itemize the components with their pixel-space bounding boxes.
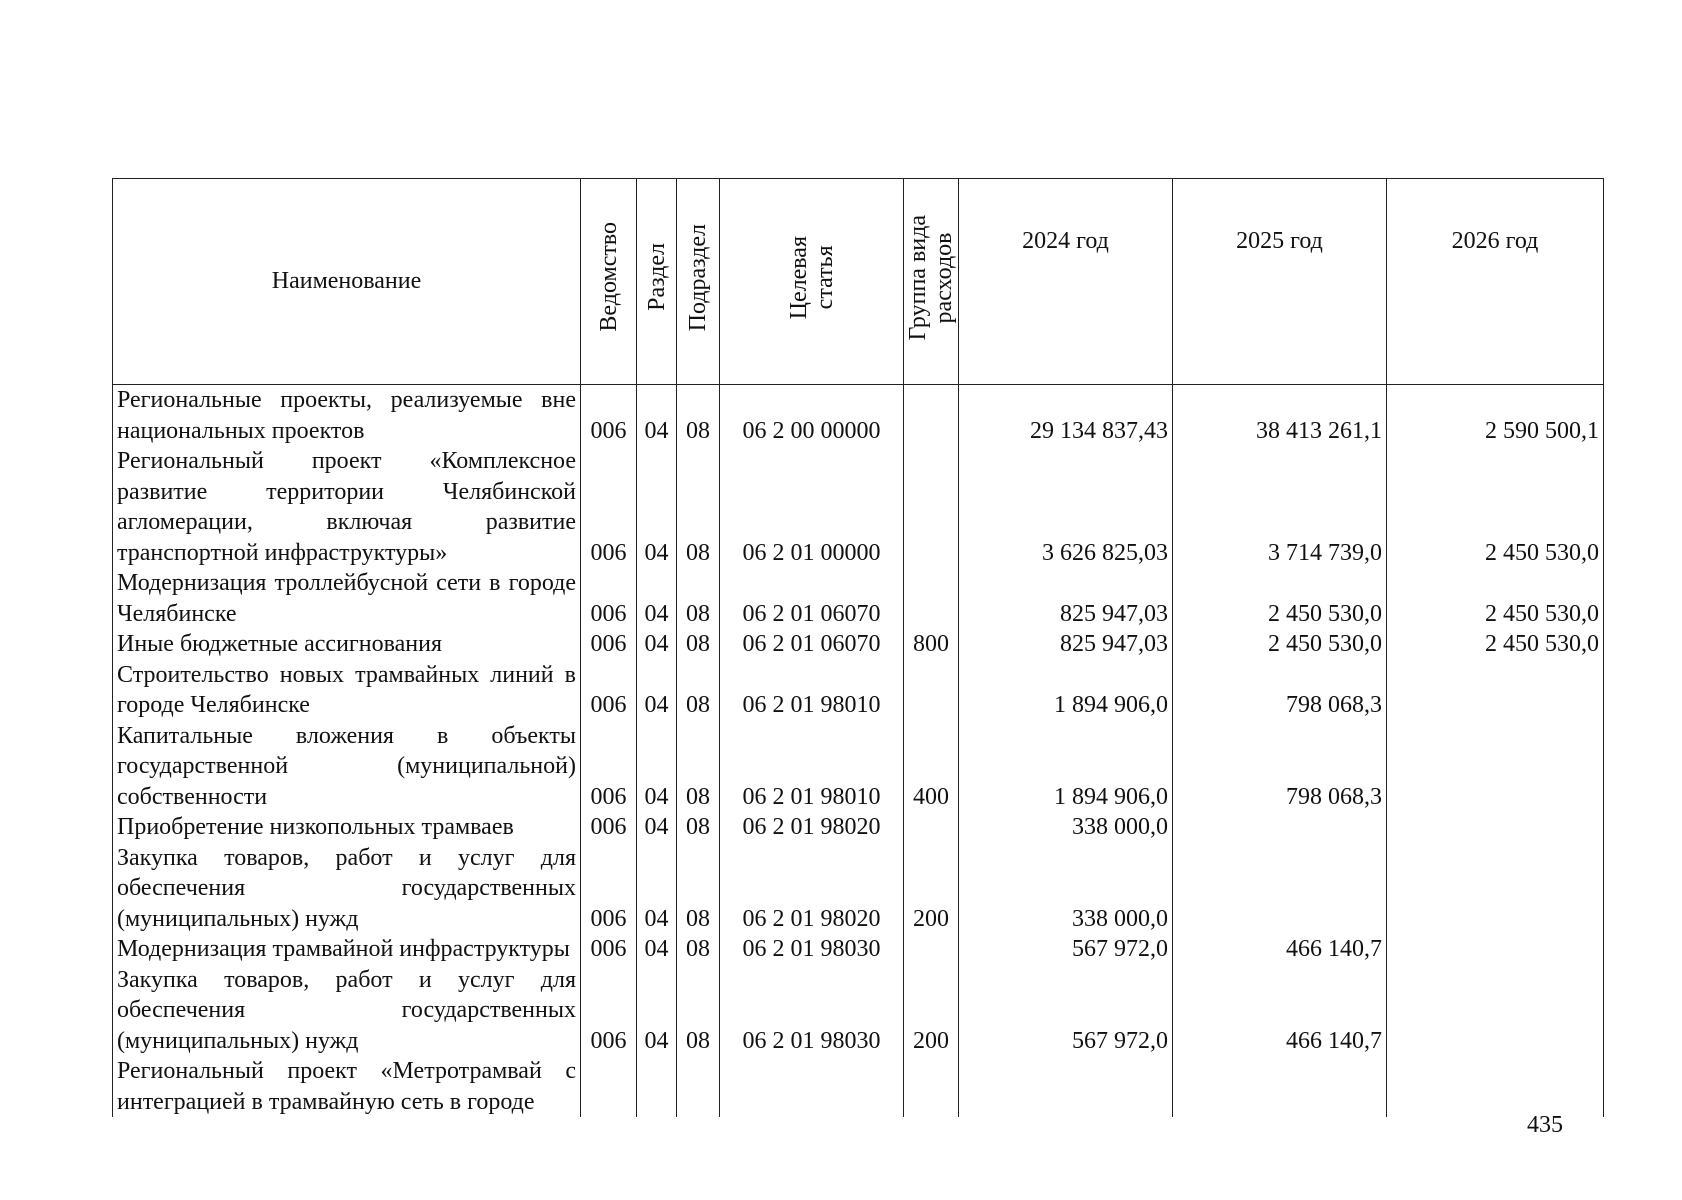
cell-section: 04 xyxy=(637,568,677,629)
table-row xyxy=(113,446,1604,568)
cell-2025 xyxy=(1173,1056,1387,1117)
cell-subsection: 08 xyxy=(677,568,720,629)
cell-name: Модернизация трамвайной инфраструктуры xyxy=(113,934,581,965)
cell-section xyxy=(637,1056,677,1117)
cell-2024: 1 894 906,0 xyxy=(959,660,1173,721)
header-section: Раздел xyxy=(637,179,677,385)
cell-section: 04 xyxy=(637,812,677,843)
cell-subsection xyxy=(677,1056,720,1117)
cell-expense-group: 800 xyxy=(904,629,959,660)
cell-2024 xyxy=(959,1056,1173,1117)
table-header-row xyxy=(113,179,1604,385)
cell-name: Региональный проект «Комплексное развитие территории Челябинской агломерации, включая развитие транспортной инфраструктуры» xyxy=(113,446,581,568)
cell-section: 04 xyxy=(637,934,677,965)
cell-2024: 3 626 825,03 xyxy=(959,446,1173,568)
cell-2026 xyxy=(1387,660,1604,721)
table-row xyxy=(113,721,1604,813)
cell-dept: 006 xyxy=(581,385,637,447)
header-2024: 2024 год xyxy=(959,179,1173,385)
cell-name: Региональные проекты, реализуемые вне национальных проектов xyxy=(113,385,581,447)
cell-name: Закупка товаров, работ и услуг для обеспечения государственных (муниципальных) нужд xyxy=(113,965,581,1057)
cell-target: 06 2 01 98010 xyxy=(720,721,904,813)
cell-target: 06 2 01 06070 xyxy=(720,629,904,660)
cell-section: 04 xyxy=(637,660,677,721)
header-target: Целевая статья xyxy=(720,179,904,385)
cell-2025: 798 068,3 xyxy=(1173,721,1387,813)
table-row xyxy=(113,812,1604,843)
cell-expense-group: 200 xyxy=(904,843,959,935)
cell-2026 xyxy=(1387,812,1604,843)
cell-section: 04 xyxy=(637,446,677,568)
header-expense-group: Группа вида расходов xyxy=(904,179,959,385)
cell-dept: 006 xyxy=(581,446,637,568)
cell-expense-group xyxy=(904,934,959,965)
cell-2024: 825 947,03 xyxy=(959,629,1173,660)
cell-2026 xyxy=(1387,965,1604,1057)
budget-table xyxy=(112,178,1604,1117)
cell-2024: 1 894 906,0 xyxy=(959,721,1173,813)
cell-2025 xyxy=(1173,812,1387,843)
cell-dept: 006 xyxy=(581,629,637,660)
header-dept: Ведомство xyxy=(581,179,637,385)
cell-section: 04 xyxy=(637,965,677,1057)
cell-expense-group xyxy=(904,660,959,721)
cell-target: 06 2 01 06070 xyxy=(720,568,904,629)
cell-target: 06 2 01 98030 xyxy=(720,934,904,965)
cell-2025: 798 068,3 xyxy=(1173,660,1387,721)
cell-expense-group xyxy=(904,568,959,629)
table-row xyxy=(113,629,1604,660)
cell-expense-group: 200 xyxy=(904,965,959,1057)
cell-subsection: 08 xyxy=(677,812,720,843)
cell-dept: 006 xyxy=(581,660,637,721)
cell-subsection: 08 xyxy=(677,446,720,568)
cell-section: 04 xyxy=(637,385,677,447)
cell-2025: 38 413 261,1 xyxy=(1173,385,1387,447)
cell-dept: 006 xyxy=(581,721,637,813)
cell-subsection: 08 xyxy=(677,660,720,721)
header-2026: 2026 год xyxy=(1387,179,1604,385)
cell-target: 06 2 01 98020 xyxy=(720,812,904,843)
page-number: 435 xyxy=(1527,1112,1563,1138)
cell-2025: 2 450 530,0 xyxy=(1173,568,1387,629)
table-row xyxy=(113,965,1604,1057)
cell-subsection: 08 xyxy=(677,965,720,1057)
cell-target: 06 2 01 98020 xyxy=(720,843,904,935)
cell-dept xyxy=(581,1056,637,1117)
cell-2024: 29 134 837,43 xyxy=(959,385,1173,447)
cell-2025: 466 140,7 xyxy=(1173,934,1387,965)
cell-dept: 006 xyxy=(581,812,637,843)
cell-2024: 567 972,0 xyxy=(959,965,1173,1057)
cell-2026: 2 450 530,0 xyxy=(1387,629,1604,660)
cell-subsection: 08 xyxy=(677,934,720,965)
cell-section: 04 xyxy=(637,843,677,935)
cell-2025: 3 714 739,0 xyxy=(1173,446,1387,568)
table-row xyxy=(113,385,1604,447)
cell-2024: 338 000,0 xyxy=(959,843,1173,935)
cell-2026: 2 450 530,0 xyxy=(1387,568,1604,629)
cell-2026 xyxy=(1387,934,1604,965)
cell-target xyxy=(720,1056,904,1117)
cell-2026: 2 450 530,0 xyxy=(1387,446,1604,568)
cell-2025: 466 140,7 xyxy=(1173,965,1387,1057)
cell-expense-group: 400 xyxy=(904,721,959,813)
cell-subsection: 08 xyxy=(677,843,720,935)
cell-dept: 006 xyxy=(581,843,637,935)
cell-name: Закупка товаров, работ и услуг для обеспечения государственных (муниципальных) нужд xyxy=(113,843,581,935)
table-row xyxy=(113,568,1604,629)
header-subsection: Подраздел xyxy=(677,179,720,385)
cell-expense-group xyxy=(904,385,959,447)
cell-expense-group xyxy=(904,446,959,568)
cell-subsection: 08 xyxy=(677,721,720,813)
cell-name: Региональный проект «Метротрамвай с интеграцией в трамвайную сеть в городе xyxy=(113,1056,581,1117)
cell-subsection: 08 xyxy=(677,629,720,660)
cell-2025: 2 450 530,0 xyxy=(1173,629,1387,660)
cell-2024: 338 000,0 xyxy=(959,812,1173,843)
header-2025: 2025 год xyxy=(1173,179,1387,385)
cell-2026 xyxy=(1387,1056,1604,1117)
table-row xyxy=(113,934,1604,965)
cell-expense-group xyxy=(904,1056,959,1117)
cell-dept: 006 xyxy=(581,965,637,1057)
cell-expense-group xyxy=(904,812,959,843)
cell-2026 xyxy=(1387,721,1604,813)
cell-dept: 006 xyxy=(581,568,637,629)
cell-name: Модернизация троллейбусной сети в городе Челябинске xyxy=(113,568,581,629)
cell-name: Капитальные вложения в объекты государственной (муниципальной) собственности xyxy=(113,721,581,813)
cell-dept: 006 xyxy=(581,934,637,965)
cell-name: Иные бюджетные ассигнования xyxy=(113,629,581,660)
cell-2025 xyxy=(1173,843,1387,935)
table-row xyxy=(113,843,1604,935)
cell-target: 06 2 01 98030 xyxy=(720,965,904,1057)
table-row xyxy=(113,1056,1604,1117)
cell-target: 06 2 01 98010 xyxy=(720,660,904,721)
table-row xyxy=(113,660,1604,721)
cell-name: Строительство новых трамвайных линий в городе Челябинске xyxy=(113,660,581,721)
cell-target: 06 2 01 00000 xyxy=(720,446,904,568)
cell-section: 04 xyxy=(637,721,677,813)
cell-2024: 825 947,03 xyxy=(959,568,1173,629)
header-name: Наименование xyxy=(113,179,581,385)
cell-2026: 2 590 500,1 xyxy=(1387,385,1604,447)
cell-section: 04 xyxy=(637,629,677,660)
cell-2026 xyxy=(1387,843,1604,935)
cell-target: 06 2 00 00000 xyxy=(720,385,904,447)
cell-name: Приобретение низкопольных трамваев xyxy=(113,812,581,843)
cell-2024: 567 972,0 xyxy=(959,934,1173,965)
cell-subsection: 08 xyxy=(677,385,720,447)
